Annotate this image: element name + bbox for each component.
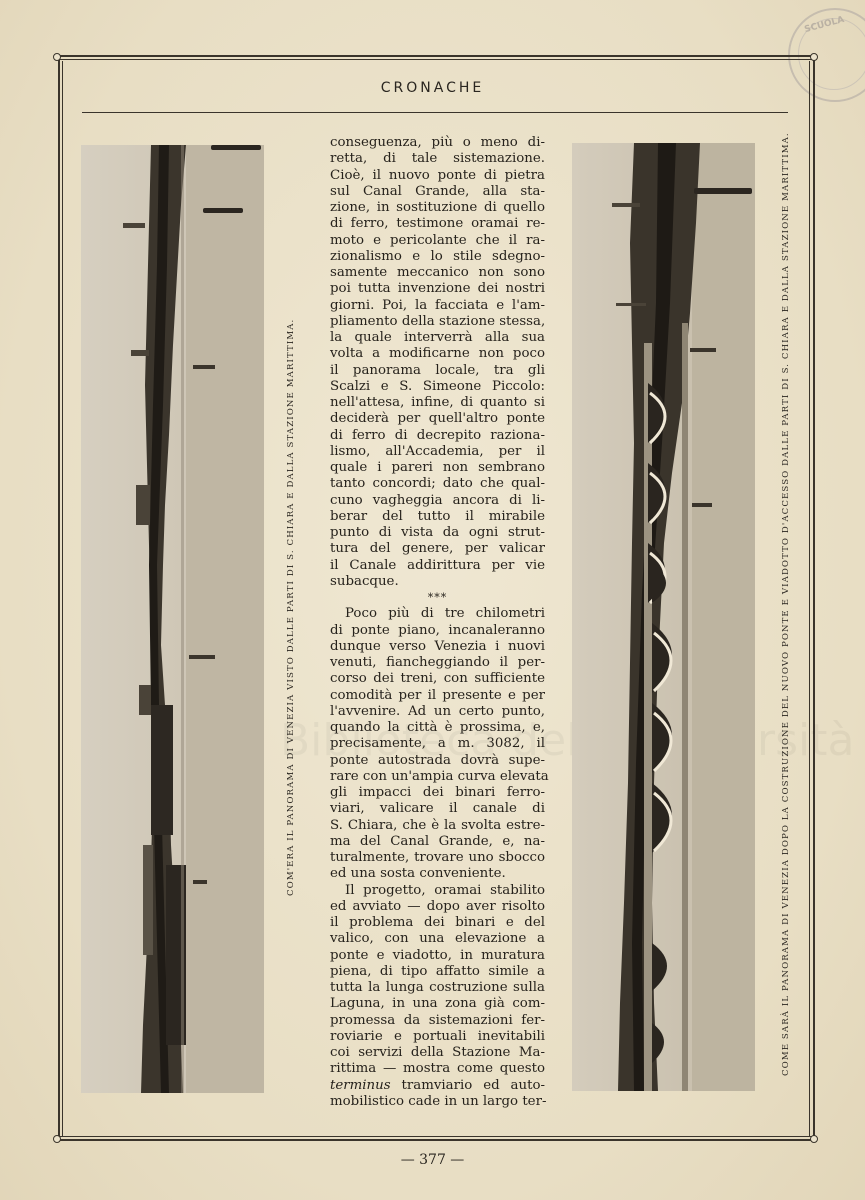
text-line: l'avvenire. Ad un certo punto, [330,703,545,719]
text-line: roviarie e portuali inevitabili [330,1028,545,1044]
text-line: di ferro, testimone oramai re- [330,216,545,232]
frame-corner-ornament [810,1135,818,1143]
text-line: Poco più di tre chilometri [345,606,545,622]
text-line: S. Chiara, che è la svolta estre- [330,817,545,833]
text-line: promessa da sistemazioni fer- [330,1012,545,1028]
text-line: ponte autostrada dovrà supe- [330,752,545,768]
stamp-text: SCUOLA [803,14,846,36]
text-line-terminus [330,1078,545,1094]
text-line: di ponte piano, incanaleranno [330,622,545,638]
text-line: di ferro di decrepito raziona- [330,427,545,443]
text-line: piena, di tipo affatto simile a [330,963,545,979]
text-line: tanto concordi; dato che qual- [330,476,545,492]
text-line: ponte e viadotto, in muratura [330,947,545,963]
text-line: mobilistico cade in un largo ter- [330,1093,547,1109]
frame-corner-ornament [810,53,818,61]
text-line: viari, valicare il canale di [330,801,545,817]
text-line: coi servizi della Stazione Ma- [330,1045,545,1060]
text-line: conseguenza, più o meno di- [330,135,545,150]
text-line: la quale interverrà alla sua [330,330,545,345]
text-line: gli impacci dei binari ferro- [330,785,545,800]
text-line: berar del tutto il mirabile [330,508,545,524]
text-line: quale i pareri non sembrano [330,460,545,475]
text-line: valico, con una elevazione a [330,931,545,947]
frame-right-rule-inner [809,61,810,1136]
text-line: zionalismo e lo stile sdegno- [330,248,545,264]
text-line: volta a modificarne non poco [330,346,545,362]
text-line: Il progetto, oramai stabilito [345,882,545,898]
text-line: deciderà per quell'altro ponte [330,411,545,427]
text-line: zione, in sostituzione di quello [330,200,545,215]
text-line: lismo, all'Accademia, per il [330,443,545,459]
text-line: rare con un'ampia curva elevata [330,768,549,784]
text-line: samente meccanico non sono [330,265,545,280]
italic-term: terminus [330,1077,391,1093]
text-line: il Canale addirittura per vie [330,557,545,573]
text-line: giorni. Poi, la facciata e l'am- [330,297,545,313]
text-line: ma del Canal Grande, e, na- [330,833,545,849]
frame-left-rule [58,57,60,1140]
text-line: retta, di tale sistemazione. [330,151,545,167]
text-line: il problema dei binari e del [330,915,545,930]
article-text-column [330,135,549,1110]
page-number: — 377 — [400,1152,465,1168]
text-line: ed una sosta conveniente. [330,866,506,882]
text-line: nell'attesa, infine, di quanto si [330,395,545,410]
text-line: ed avviato — dopo aver risolto [330,898,545,914]
text-line: dunque verso Venezia i nuovi [330,638,545,654]
frame-top-rule-inner [58,59,815,60]
text-line: comodità per il presente e per [330,687,545,703]
caption-before: COM'ERA IL PANORAMA DI VENEZIA VISTO DALLE PARTI DI S. CHIARA E DALLA STAZIONE MARITTIMA. [286,318,296,896]
frame-bottom-rule-inner [58,1136,815,1137]
header-rule [82,112,788,113]
frame-right-rule [813,57,815,1140]
text-line-rest: tramviario ed auto- [401,1077,545,1093]
text-line: venuti, fiancheggiando il per- [330,655,545,670]
text-line: cuno vagheggia ancora di li- [330,492,545,508]
text-line: Cioè, il nuovo ponte di pietra [330,167,545,183]
text-line: poi tutta invenzione dei nostri [330,281,545,297]
frame-corner-ornament [53,53,61,61]
frame-bottom-rule [58,1139,815,1141]
text-line: rittima — mostra come questo [330,1061,545,1077]
text-line: punto di vista da ogni strut- [330,525,545,540]
frame-left-rule-inner [62,61,63,1136]
text-line: quando la città è prossima, e, [330,720,545,735]
text-line: tutta la lunga costruzione sulla [330,980,545,995]
text-line: pliamento della stazione stessa, [330,313,546,329]
panorama-photo-before [81,145,264,1093]
text-line: precisamente, a m. 3082, il [330,736,545,752]
frame-corner-ornament [53,1135,61,1143]
text-line: tura del genere, per valicar [330,541,545,557]
text-line: sul Canal Grande, alla sta- [330,183,545,199]
text-line: Laguna, in una zona già com- [330,996,545,1012]
frame-top-rule [58,55,815,57]
text-line: Scalzi e S. Simeone Piccolo: [330,378,545,394]
caption-after: COME SARÀ IL PANORAMA DI VENEZIA DOPO LA COSTRUZIONE DEL NUOVO PONTE E VIADOTTO D'ACCESSO DALLE PARTI DI S. CHIARA E DALLA STAZIONE MARITTIMA. [781,132,791,1076]
text-line: il panorama locale, tra gli [330,362,545,378]
section-break: *** [427,591,448,604]
text-line: corso dei treni, con sufficiente [330,671,545,687]
text-line: moto e pericolante che il ra- [330,232,545,248]
text-line: subacque. [330,573,399,589]
panorama-photo-after [572,143,755,1091]
running-head: CRONACHE [380,80,485,96]
text-line: turalmente, trovare uno sbocco [330,850,545,865]
